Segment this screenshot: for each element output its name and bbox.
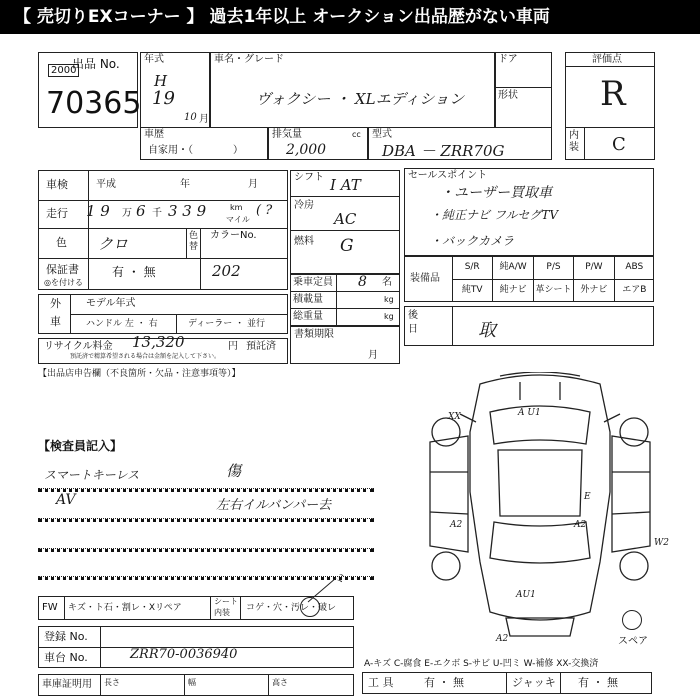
equip-item: P/S: [533, 257, 573, 279]
mileage-man-unit: 万: [122, 208, 132, 219]
inspector-note-4: 左右イルバンパー去: [216, 498, 332, 513]
warranty-label: 保証書: [46, 263, 79, 276]
equip-item: エアB: [614, 280, 654, 302]
damage-mark-right: A2: [574, 520, 587, 530]
weight-label: 総重量: [293, 311, 323, 322]
equip-item: P/W: [573, 257, 613, 279]
cert-height: 高さ: [272, 678, 288, 687]
damage-mark-left: XX: [448, 412, 461, 422]
aircon-label: 冷房: [294, 200, 314, 211]
chassis-value: ZRR70-0036940: [130, 647, 238, 662]
fw-label: FW: [42, 602, 58, 613]
color-value: クロ: [98, 235, 129, 253]
recycle-unit: 円: [228, 341, 238, 352]
name-label: 車名・グレード: [214, 54, 284, 65]
displacement-label: 排気量: [272, 129, 302, 140]
equip-item: 革シート: [533, 280, 573, 302]
lot-label: 出品 No.: [72, 57, 120, 71]
equip-item: 純TV: [461, 285, 483, 295]
imported-label-2: 車: [50, 315, 61, 328]
rear-label-2: 日: [408, 324, 418, 335]
tools-options: 有 ・ 無: [424, 676, 464, 689]
jack-options: 有 ・ 無: [578, 676, 618, 689]
inspector-title: 【検査員記入】: [38, 439, 123, 453]
inspection-year-unit: 年: [180, 179, 190, 190]
rear-value: 取: [478, 320, 496, 341]
displacement-value: 2,000: [286, 142, 327, 158]
spare-tire-icon: [622, 610, 642, 630]
damage-mark-front: A U1: [518, 408, 541, 418]
lot-number: 70365: [46, 86, 142, 121]
expiry-unit: 月: [368, 350, 378, 361]
inspection-month-unit: 月: [248, 179, 258, 190]
capacity-label: 乗車定員: [293, 277, 333, 288]
notice-title: 【出品店申告欄（不良箇所・欠品・注意事項等）】: [38, 369, 241, 379]
equip-item: 純A/W: [492, 257, 532, 279]
banner-text: 【 売切りEXコーナー 】 過去1年以上 オークション出品歴がない車両: [14, 7, 550, 27]
reg-label: 登録 No.: [44, 630, 88, 643]
damage-mark-rear: AU1: [516, 590, 536, 600]
damage-mark-bottom: A2: [496, 634, 509, 644]
grade-label: 評価点: [592, 54, 622, 65]
mileage-man: 1 9: [86, 202, 110, 220]
name-value: ヴォクシー ・ XLエディション: [256, 90, 465, 108]
interior-value: C: [612, 134, 626, 155]
mileage-rest: 3 3 9: [168, 202, 207, 220]
inspection-label: 車検: [46, 178, 68, 191]
recycle-note: 預託済で精算希望される場合は金額を記入して下さい。: [70, 353, 221, 360]
fw-items: キズ・ト石・割レ・Xリペア: [68, 603, 182, 613]
mileage-unit-mile: マイル: [226, 215, 250, 224]
cert-length: 長さ: [104, 678, 120, 687]
mileage-sen: 6: [136, 202, 146, 220]
fw-items-2: コゲ・穴・汚レ・破レ: [246, 603, 337, 613]
load-label: 積載量: [293, 294, 323, 305]
shift-value: I AT: [330, 176, 361, 194]
damage-mark-side: W2: [654, 538, 669, 548]
fuel-label: 燃料: [294, 236, 314, 247]
equip-item: 純ナビ: [492, 280, 532, 302]
sales-line-1: ・ユーザー買取車: [440, 185, 552, 201]
color-label: 色: [56, 236, 67, 249]
sales-line-3: ・バックカメラ: [430, 234, 515, 248]
equip-label: 装備品: [410, 273, 440, 284]
recycle-value: 13,320: [132, 333, 185, 351]
inspector-note-1: スマートキーレス: [44, 468, 140, 482]
fw-seat-label-2: 内装: [214, 608, 230, 617]
damage-mark-mid: A2: [450, 520, 463, 530]
inspector-note-3: 傷: [226, 462, 242, 480]
year-month: 10: [184, 112, 197, 123]
color-change-label: 色替: [189, 231, 199, 252]
spare-label: スペア: [618, 636, 648, 647]
colorno-value: 202: [212, 262, 241, 280]
mileage-note: ( ?: [256, 203, 273, 218]
warranty-options: 有 ・ 無: [112, 265, 156, 279]
equip-item: S/R: [464, 262, 480, 272]
capacity-unit: 名: [382, 277, 392, 288]
door-label: ドア: [498, 54, 518, 65]
displacement-unit: cc: [352, 130, 361, 139]
cert-width: 幅: [188, 678, 196, 687]
interior-label: 内装: [569, 130, 579, 153]
shift-label: シフト: [294, 172, 324, 183]
load-unit: kg: [384, 295, 394, 304]
rear-label: 後: [408, 310, 418, 321]
year-era: H: [154, 72, 168, 90]
cert-label: 車庫証明用: [42, 679, 92, 690]
chassis-label: 車台 No.: [44, 651, 88, 664]
imported-model-year: モデル年式: [86, 298, 136, 309]
model-value: DBA － ZRR70G: [382, 142, 505, 160]
mileage-label: 走行: [46, 207, 68, 220]
fw-arrow-mark: [306, 574, 346, 604]
imported-label-1: 外: [50, 297, 61, 310]
mileage-sen-unit: 千: [152, 208, 162, 219]
imported-handle: ハンドル 左 ・ 右: [86, 319, 158, 329]
equip-item: 外ナビ: [573, 280, 613, 302]
tools-label: 工 具: [368, 676, 394, 689]
damage-mark-w: E: [584, 492, 591, 502]
equip-item: ABS: [614, 257, 654, 279]
imported-dealer: ディーラー ・ 並行: [188, 319, 266, 329]
lot-year-tag: 2000: [48, 64, 79, 77]
year-value: 19: [152, 88, 175, 109]
year-label: 年式: [144, 54, 164, 65]
warranty-sub: ◎を付ける: [44, 278, 83, 287]
sales-line-2: ・純正ナビ フルセグTV: [430, 208, 559, 222]
fw-mark: ミ: [334, 572, 345, 585]
year-month-unit: 月: [199, 114, 209, 125]
aircon-value: AC: [334, 210, 357, 228]
inspector-note-2: AV: [56, 492, 76, 508]
weight-unit: kg: [384, 312, 394, 321]
model-label: 型式: [372, 129, 392, 140]
sales-label: セールスポイント: [408, 170, 488, 181]
mileage-unit-km: km: [230, 203, 243, 212]
recycle-deposit: 預託済: [246, 341, 276, 352]
grade-value: R: [600, 74, 626, 114]
colorno-label: カラーNo.: [210, 230, 257, 241]
expiry-label: 書類期限: [294, 329, 334, 340]
shape-label: 形状: [498, 90, 518, 101]
recycle-label: リサイクル料金: [44, 341, 113, 352]
damage-legend: A-キズ C-腐食 E-エクボ S-サビ U-凹ミ W-補修 XX-交換済: [364, 659, 599, 669]
fw-seat-label-1: シート: [214, 597, 238, 606]
jack-label: ジャッキ: [512, 676, 556, 689]
history-value: 自家用・（ ）: [148, 145, 243, 156]
inspection-era: 平成: [96, 179, 116, 190]
history-label: 車歴: [144, 129, 164, 140]
fuel-value: G: [340, 236, 354, 256]
capacity-value: 8: [358, 274, 367, 290]
rear-box: [404, 306, 654, 346]
